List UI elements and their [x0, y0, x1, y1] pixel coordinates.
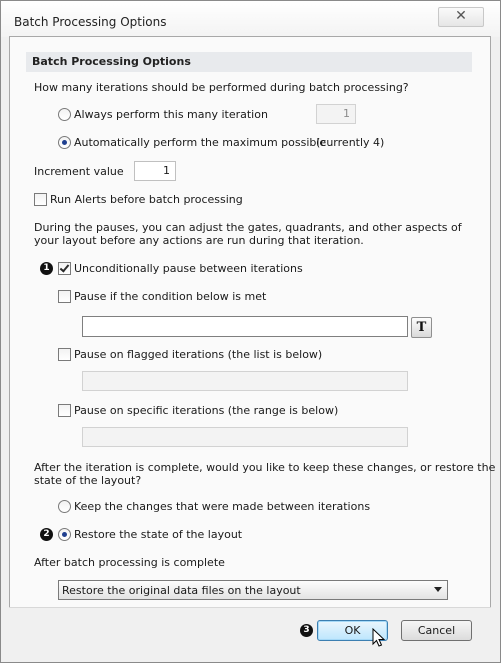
pause-info-line1: During the pauses, you can adjust the gates, quadrants, and other aspects of: [34, 221, 462, 234]
specific-pause-label: Pause on specific iterations (the range is below): [74, 404, 339, 417]
flagged-iterations-field[interactable]: [82, 371, 408, 391]
chevron-down-icon: [434, 587, 442, 592]
title-bar: [1, 1, 500, 37]
after-iteration-line1: After the iteration is complete, would you like to keep these changes, or restore the: [34, 461, 496, 474]
iterations-count-field[interactable]: [316, 104, 356, 124]
after-iteration-line2: state of the layout?: [34, 474, 142, 487]
condition-input[interactable]: [82, 316, 408, 337]
unconditional-pause-label: Unconditionally pause between iterations: [74, 262, 303, 275]
flagged-pause-checkbox[interactable]: [58, 348, 71, 361]
run-alerts-checkbox[interactable]: [34, 193, 47, 206]
callout-badge-1: 1: [40, 262, 53, 275]
mouse-cursor-icon: [372, 628, 386, 648]
window-title: Batch Processing Options: [14, 15, 167, 29]
restore-state-radio[interactable]: [58, 528, 71, 541]
after-batch-selected: Restore the original data files on the layout: [62, 584, 301, 597]
restore-state-label: Restore the state of the layout: [74, 528, 243, 541]
always-iterations-label: Always perform this many iteration: [74, 108, 268, 121]
close-icon[interactable]: ✕: [438, 7, 484, 27]
always-iterations-radio[interactable]: [58, 108, 71, 121]
callout-badge-2: 2: [40, 528, 53, 541]
unconditional-pause-checkbox[interactable]: [58, 262, 71, 275]
text-format-icon[interactable]: T: [411, 317, 432, 338]
condition-pause-checkbox[interactable]: [58, 290, 71, 303]
auto-maximum-radio[interactable]: [58, 136, 71, 149]
flagged-pause-label: Pause on flagged iterations (the list is below): [74, 348, 323, 361]
increment-field[interactable]: [134, 161, 176, 181]
section-header-label: Batch Processing Options: [32, 55, 191, 68]
iterations-count-value: 1: [343, 107, 350, 120]
footer-divider: [9, 607, 491, 608]
specific-iterations-field[interactable]: [82, 427, 408, 447]
keep-changes-label: Keep the changes that were made between iterations: [74, 500, 371, 513]
section-header: [26, 52, 472, 72]
keep-changes-radio[interactable]: [58, 500, 71, 513]
specific-pause-checkbox[interactable]: [58, 404, 71, 417]
after-batch-select[interactable]: [58, 580, 448, 600]
run-alerts-label: Run Alerts before batch processing: [50, 193, 243, 206]
condition-pause-label: Pause if the condition below is met: [74, 290, 267, 303]
pause-info-line2: your layout before any actions are run during that iteration.: [34, 234, 364, 247]
callout-badge-3: 3: [300, 624, 313, 637]
current-max-note: (currently 4): [316, 136, 385, 149]
auto-maximum-label: Automatically perform the maximum possible: [74, 136, 327, 149]
cancel-button[interactable]: Cancel: [401, 620, 472, 641]
after-batch-label: After batch processing is complete: [34, 556, 225, 569]
iterations-question: How many iterations should be performed during batch processing?: [34, 81, 409, 94]
ok-button[interactable]: OK: [317, 620, 388, 641]
increment-value: 1: [163, 164, 170, 177]
increment-label: Increment value: [34, 165, 124, 178]
